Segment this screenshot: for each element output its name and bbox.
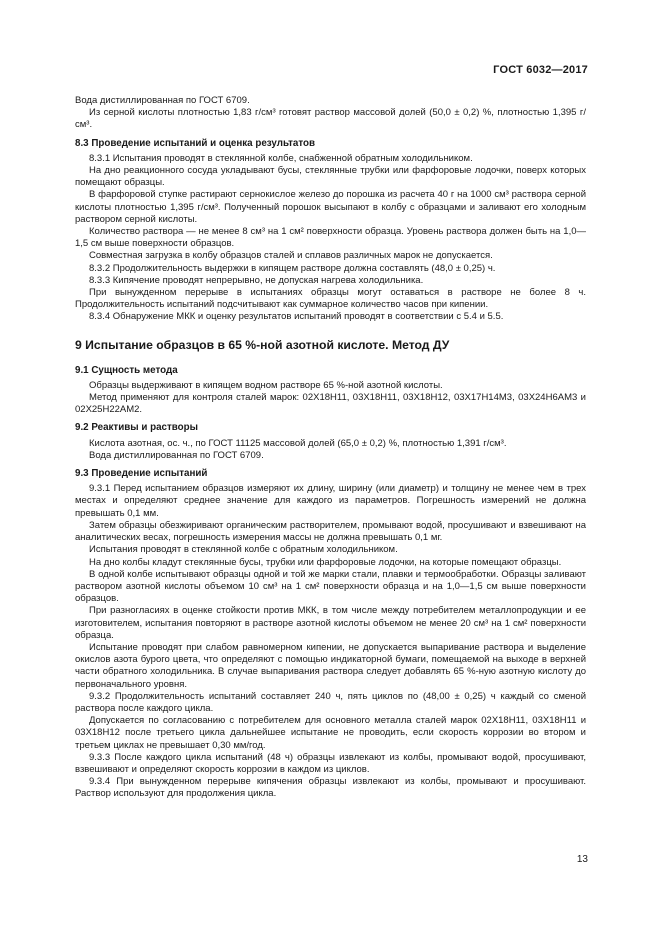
paragraph: Из серной кислоты плотностью 1,83 г/см³ готовят раствор массовой долей (50,0 ± 0,2) %, плотностью 1,395 г/см³. bbox=[75, 107, 586, 131]
paragraph: При разногласиях в оценке стойкости против МКК, в том числе между потребителем металлопродукции и ее изготовителем, испытания повторяют в растворе азотной кислоты объемом не менее 20 см³ на 1 см² поверхности образца. bbox=[75, 605, 586, 641]
paragraph: 8.3.3 Кипячение проводят непрерывно, не допуская нагрева холодильника. bbox=[89, 274, 424, 286]
paragraph: На дно реакционного сосуда укладывают бусы, стеклянные трубки или фарфоровые лодочки, поверх которых помещают образцы. bbox=[75, 165, 586, 189]
subsection-heading: 9.1 Сущность метода bbox=[75, 364, 178, 376]
document-body bbox=[75, 95, 586, 801]
subsection-heading: 8.3 Проведение испытаний и оценка результатов bbox=[75, 137, 316, 149]
document-standard-number: ГОСТ 6032—2017 bbox=[493, 64, 588, 76]
section-heading: 9 Испытание образцов в 65 %-ной азотной кислоте. Метод ДУ bbox=[75, 337, 450, 352]
paragraph: На дно колбы кладут стеклянные бусы, трубки или фарфоровые лодочки, на которые помещают образцы. bbox=[89, 556, 562, 568]
paragraph: Вода дистиллированная по ГОСТ 6709. bbox=[89, 449, 264, 461]
paragraph: Испытание проводят при слабом равномерном кипении, не допускается выпаривание раствора и выделение окислов азота бурого цвета, что определяют с помощью индикаторной бумаги, помещаемой на выходе в верхней части обратного холодильника. В случае выпаривания раствора следует добавлять 65 %-ную азотную кислоту до первоначального уровня. bbox=[75, 641, 586, 690]
paragraph: 9.3.3 После каждого цикла испытаний (48 ч) образцы извлекают из колбы, промывают водой, просушивают, взвешивают и определяют скорость коррозии в каждом из циклов. bbox=[75, 751, 586, 775]
paragraph: В одной колбе испытывают образцы одной и той же марки стали, плавки и термообработки. Образцы заливают раствором азотной кислоты объемом 10 см³ на 1 см² поверхности образца и на 1,0—1,5 см выше поверхности образцов. bbox=[75, 568, 586, 605]
paragraph: 8.3.2 Продолжительность выдержки в кипящем растворе должна составлять (48,0 ± 0,25) ч. bbox=[89, 262, 496, 274]
paragraph: При вынужденном перерыве в испытаниях образцы могут оставаться в растворе не более 8 ч. Продолжительность испытаний подсчитывают как суммарное количество часов при кипении. bbox=[75, 287, 586, 311]
paragraph: Затем образцы обезжиривают органическим растворителем, промывают водой, просушивают и взвешивают на аналитических весах, погрешность измерения массы не должна превышать 0,1 мг. bbox=[75, 519, 586, 544]
page-number: 13 bbox=[576, 854, 588, 865]
paragraph: Допускается по согласованию с потребителем для основного металла сталей марок 02Х18Н11, 03Х18Н11 и 03Х18Н12 после третьего цикла дальнейшее испытание не проводить, если скорость коррозии во втором и третьем циклах не превышает 0,30 мм/год. bbox=[75, 715, 586, 751]
paragraph: Образцы выдерживают в кипящем водном растворе 65 %-ной азотной кислоты. bbox=[89, 379, 443, 391]
paragraph: Совместная загрузка в колбу образцов сталей и сплавов различных марок не допускается. bbox=[89, 250, 493, 262]
subsection-heading: 9.2 Реактивы и растворы bbox=[75, 422, 199, 434]
paragraph: Метод применяют для контроля сталей марок: 02Х18Н11, 03Х18Н11, 03Х18Н12, 03Х17Н14М3, 03Х24Н6АМ3 и 02Х25Н22АМ2. bbox=[75, 392, 586, 416]
paragraph: Испытания проводят в стеклянной колбе с обратным холодильником. bbox=[89, 544, 398, 556]
paragraph: 8.3.4 Обнаружение МКК и оценку результатов испытаний проводят в соответствии с 5.4 и 5.5. bbox=[89, 311, 504, 323]
paragraph: 9.3.4 При вынужденном перерыве кипячения образцы извлекают из колбы, промывают и просушивают. Раствор используют для продолжения цикла. bbox=[75, 776, 586, 800]
paragraph: Кислота азотная, ос. ч., по ГОСТ 11125 массовой долей (65,0 ± 0,2) %, плотностью 1,391 г/см³. bbox=[89, 437, 507, 449]
paragraph: 9.3.2 Продолжительность испытаний составляет 240 ч, пять циклов по (48,00 ± 0,25) ч каждый со сменой раствора после каждого цикла. bbox=[75, 690, 586, 714]
paragraph: Количество раствора — не менее 8 см³ на 1 см² поверхности образца. Уровень раствора должен быть на 1,0—1,5 см выше поверхности образцов. bbox=[75, 226, 586, 250]
paragraph: 9.3.1 Перед испытанием образцов измеряют их длину, ширину (или диаметр) и толщину не менее чем в трех местах и определяют среднее значение для каждого из параметров. Погрешность измерений не должна превышать 0,1 мм. bbox=[75, 483, 586, 519]
paragraph: В фарфоровой ступке растирают сернокислое железо до порошка из расчета 40 г на 1000 см³ раствора серной кислоты плотностью 1,395 г/см³. Полученный порошок высыпают в колбу с образцами и заливают его холодным раствором серной кислоты. bbox=[75, 189, 586, 225]
paragraph: Вода дистиллированная по ГОСТ 6709. bbox=[75, 95, 250, 106]
subsection-heading: 9.3 Проведение испытаний bbox=[75, 468, 208, 480]
paragraph: 8.3.1 Испытания проводят в стеклянной колбе, снабженной обратным холодильником. bbox=[89, 152, 473, 164]
